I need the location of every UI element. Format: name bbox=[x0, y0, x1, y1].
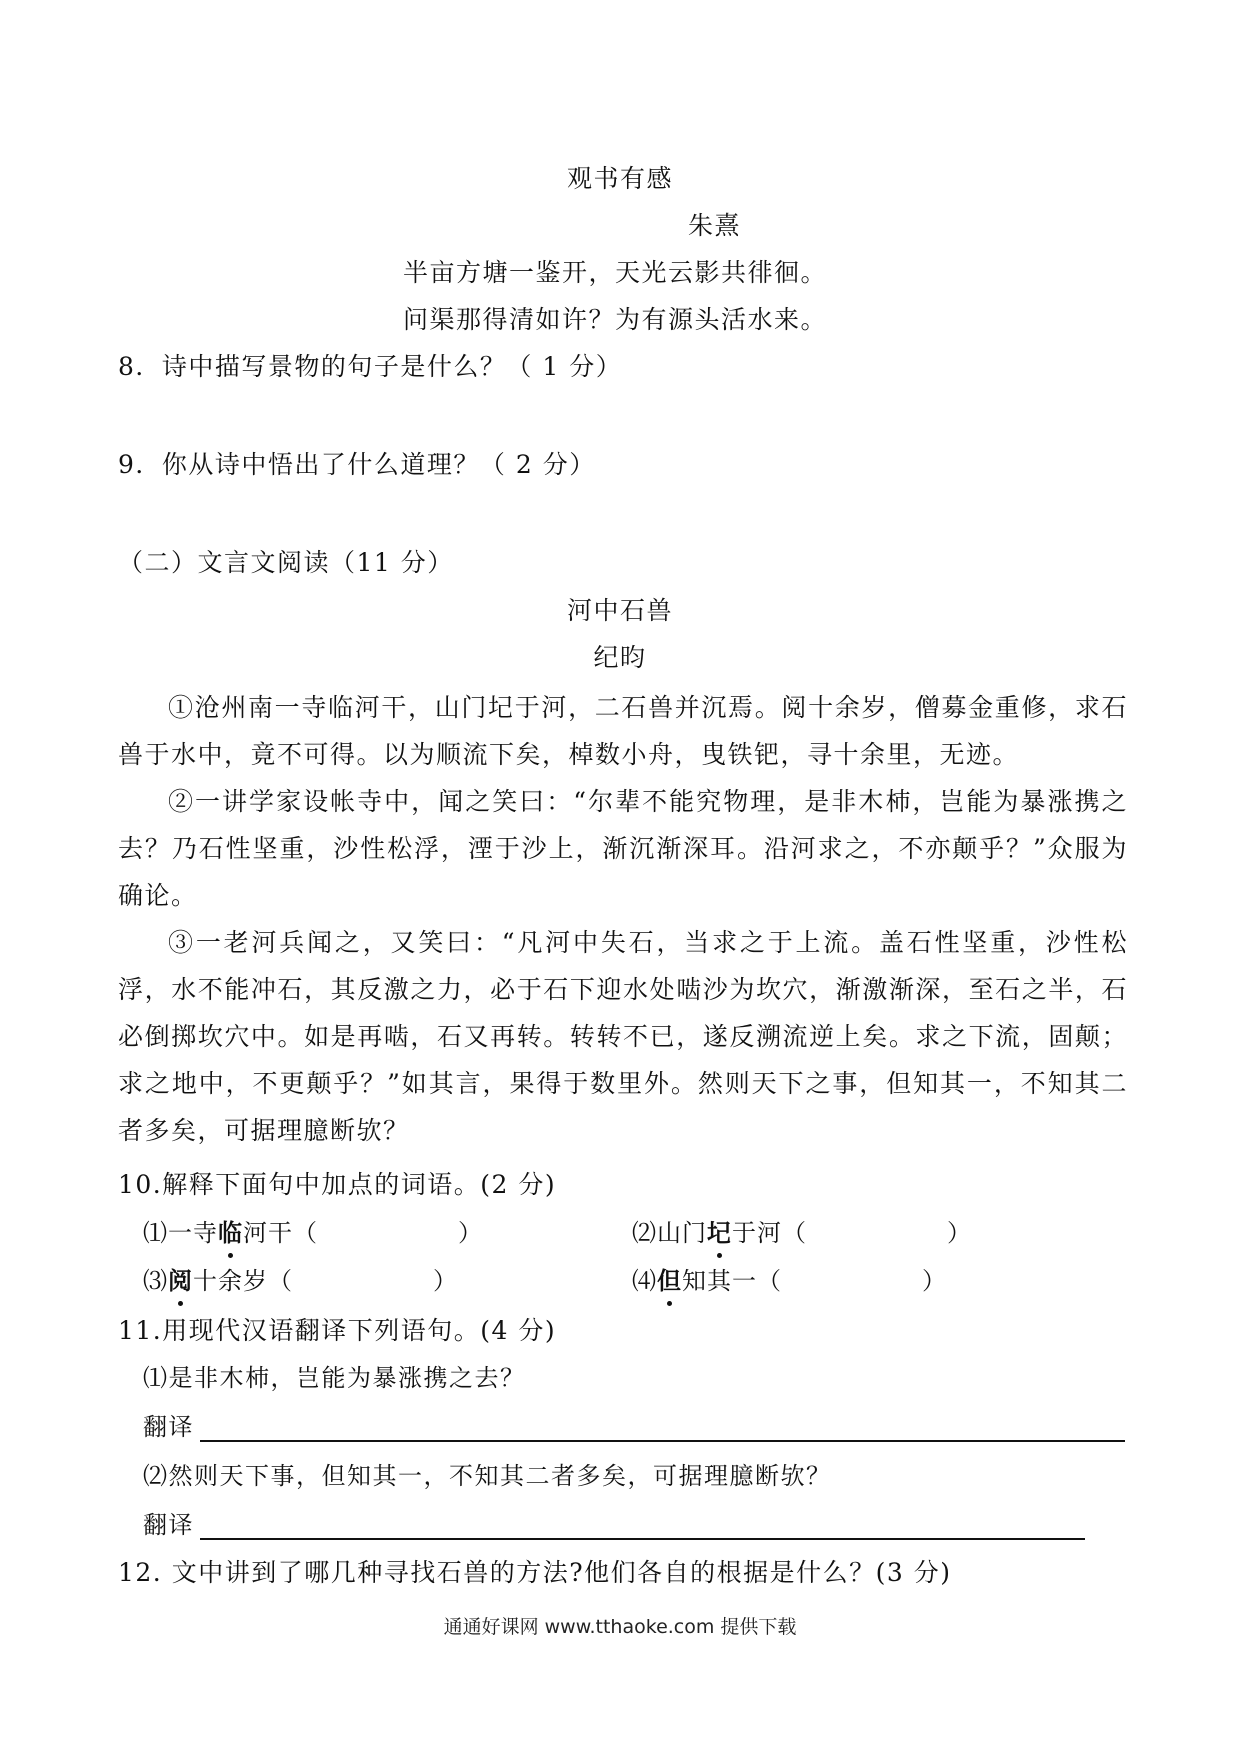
question-11: 11.用现代汉语翻译下列语句。(4 分) bbox=[118, 1316, 557, 1345]
poem-title: 观书有感 bbox=[566, 164, 673, 193]
passage-paragraph-3: ③一老河兵闻之，又笑曰：“凡河中失石，当求之于上流。盖石性坚重，沙性松浮，水不能冲石，其反激之力，必于石下迎水处啮沙为坎穴，渐激渐深，至石之半，石必倒掷坎穴中。如是再啮，石又再转。转转不已，遂反溯流逆上矣。求之下流，固颠；求之地中，不更颠乎？”如其言，果得于数里外。然则天下之事，但知其一，不知其二者多矣，可据理臆断欤？ bbox=[118, 928, 1128, 1145]
translation-label-2: 翻译 bbox=[143, 1511, 194, 1539]
q11-sentence-1: ⑴是非木杮，岂能为暴涨携之去？ bbox=[143, 1364, 526, 1392]
q10-item-num: ⑶ bbox=[143, 1267, 168, 1295]
dotted-word: 临 bbox=[218, 1216, 243, 1250]
q10-item-close: ） bbox=[922, 1267, 947, 1295]
passage-paragraph-2: ②一讲学家设帐寺中，闻之笑曰：“尔辈不能究物理，是非木杮，岂能为暴涨携之去？乃石性坚重，沙性松浮，湮于沙上，渐沉渐深耳。沿河求之，不亦颠乎？”众服为确论。 bbox=[118, 787, 1128, 910]
passage-title: 河中石兽 bbox=[566, 596, 673, 625]
poem-line-2: 问渠那得清如许？为有源头活水来。 bbox=[403, 305, 828, 334]
q10-item-1 bbox=[143, 1216, 483, 1250]
dotted-word: 圮 bbox=[707, 1216, 732, 1250]
question-9: 9．你从诗中悟出了什么道理？（ 2 分） bbox=[118, 450, 596, 479]
section-heading: （二）文言文阅读（11 分） bbox=[118, 548, 454, 577]
question-10: 10.解释下面句中加点的词语。(2 分) bbox=[118, 1170, 557, 1199]
q10-item-close: ） bbox=[947, 1219, 972, 1247]
poem-author: 朱熹 bbox=[688, 211, 742, 240]
q10-item-rest: 知其一（ bbox=[682, 1267, 782, 1295]
question-12: 12. 文中讲到了哪几种寻找石兽的方法?他们各自的根据是什么？(3 分) bbox=[118, 1558, 952, 1587]
q11-sentence-2: ⑵然则天下事，但知其一，不知其二者多矣，可据理臆断欤？ bbox=[143, 1462, 832, 1490]
q10-item-num: ⑴一寺 bbox=[143, 1219, 218, 1247]
q10-item-4 bbox=[632, 1264, 947, 1298]
q10-item-num: ⑷ bbox=[632, 1267, 657, 1295]
q10-item-rest: 河干（ bbox=[243, 1219, 318, 1247]
q10-item-2 bbox=[632, 1216, 972, 1250]
passage-paragraph-1: ①沧州南一寺临河干，山门圮于河，二石兽并沉焉。阅十余岁，僧募金重修，求石兽于水中，竟不可得。以为顺流下矣，棹数小舟，曳铁钯，寻十余里，无迹。 bbox=[118, 693, 1128, 769]
poem-line-1: 半亩方塘一鉴开，天光云影共徘徊。 bbox=[403, 258, 828, 287]
dotted-word: 但 bbox=[657, 1264, 682, 1298]
q10-item-rest: 于河（ bbox=[732, 1219, 807, 1247]
dotted-word: 阅 bbox=[168, 1264, 193, 1298]
q10-item-num: ⑵山门 bbox=[632, 1219, 707, 1247]
q10-item-rest: 十余岁（ bbox=[193, 1267, 293, 1295]
translation-label-1: 翻译 bbox=[143, 1413, 194, 1441]
q10-item-close: ） bbox=[458, 1219, 483, 1247]
passage-author: 纪昀 bbox=[593, 643, 647, 672]
question-8: 8．诗中描写景物的句子是什么？（ 1 分） bbox=[118, 352, 623, 381]
translation-answer-line-2[interactable] bbox=[200, 1538, 1085, 1540]
page-footer: 通通好课网 www.tthaoke.com 提供下载 bbox=[443, 1616, 797, 1638]
q10-item-close: ） bbox=[433, 1267, 458, 1295]
q10-item-3 bbox=[143, 1264, 458, 1298]
translation-answer-line-1[interactable] bbox=[200, 1440, 1125, 1442]
